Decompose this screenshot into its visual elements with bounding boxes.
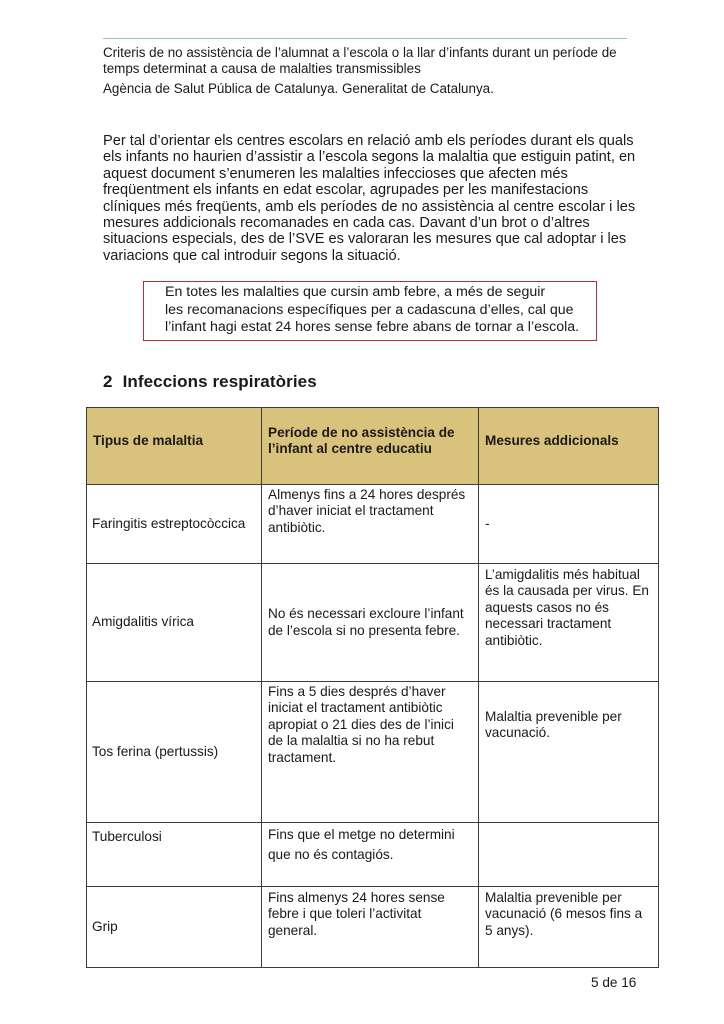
document-header-title — [103, 45, 643, 77]
cell-disease: Faringitis estreptocòccica — [87, 485, 262, 564]
intro-paragraph: Per tal d’orientar els centres escolars en relació amb els períodes durant els quals els infants no haurien d’assistir a l’escola segons la malaltia que estiguin patint, en aquest document s’enumeren les malalties infeccioses que afecten més freqüentment els infants en edat escolar, agrupades per les manifestacions clíniques més freqüents, amb els períodes de no assistència al centre escolar i les mesures addicionals recomanades en cada cas. Davant d’un brot o d’altres situacions especials, des de l’SVE es valoraran les mesures que cal adoptar i les variacions que cal introduir segons la situació. — [103, 133, 636, 264]
cell-disease: Grip — [87, 887, 262, 968]
cell-period: Fins almenys 24 hores sense febre i que toleri l’activitat general. — [262, 887, 479, 968]
cell-disease: Tuberculosi — [87, 823, 262, 887]
document-header-agency: Agència de Salut Pública de Catalunya. Generalitat de Catalunya. — [103, 81, 494, 96]
fever-callout-box — [143, 281, 597, 341]
page-number: 5 de 16 — [591, 975, 637, 990]
table-row — [87, 823, 659, 887]
table-row — [87, 564, 659, 682]
cell-measures: Malaltia prevenible per vacunació. — [479, 682, 659, 823]
cell-period: Fins a 5 dies després d’haver iniciat el tractament antibiòtic apropiat o 21 dies des de l’inici de la malaltia si no ha rebut tractament. — [262, 682, 479, 823]
column-header-additional-measures: Mesures addicionals — [479, 408, 659, 485]
header-rule — [103, 38, 627, 39]
header-title-line2: temps determinat a causa de malalties transmissibles — [103, 61, 421, 76]
column-header-absence-period: Període de no assistència de l’infant al centre educatiu — [262, 408, 479, 485]
cell-disease: Tos ferina (pertussis) — [87, 682, 262, 823]
cell-period: Almenys fins a 24 hores després d’haver iniciat el tractament antibiòtic. — [262, 485, 479, 564]
cell-measures: Malaltia prevenible per vacunació (6 mesos fins a 5 anys). — [479, 887, 659, 968]
cell-period: Fins que el metge no determini que no és contagiós. — [262, 823, 479, 887]
cell-measures: L’amigdalitis més habitual és la causada per virus. En aquests casos no és necessari tractament antibiòtic. — [479, 564, 659, 682]
table-row — [87, 485, 659, 564]
respiratory-infections-table — [86, 407, 659, 968]
header-title-line1: Criteris de no assistència de l’alumnat a l’escola o la llar d’infants durant un període de — [103, 45, 617, 60]
section-number: 2 — [103, 372, 113, 391]
table-row — [87, 887, 659, 968]
cell-measures: - — [479, 485, 659, 564]
callout-line: l’infant hagi estat 24 hores sense febre abans de tornar a l’escola. — [165, 319, 580, 335]
table-row — [87, 682, 659, 823]
section-heading — [103, 372, 317, 392]
callout-line: En totes les malalties que cursin amb febre, a més de seguir — [165, 284, 546, 300]
cell-period: No és necessari excloure l’infant de l’escola si no presenta febre. — [262, 564, 479, 682]
cell-disease: Amigdalitis vírica — [87, 564, 262, 682]
cell-measures — [479, 823, 659, 887]
section-title: Infeccions respiratòries — [122, 372, 317, 391]
callout-line: les recomanacions específiques per a cadascuna d’elles, cal que — [165, 301, 574, 318]
table-header-row — [87, 408, 659, 485]
column-header-disease-type: Tipus de malaltia — [87, 408, 262, 485]
